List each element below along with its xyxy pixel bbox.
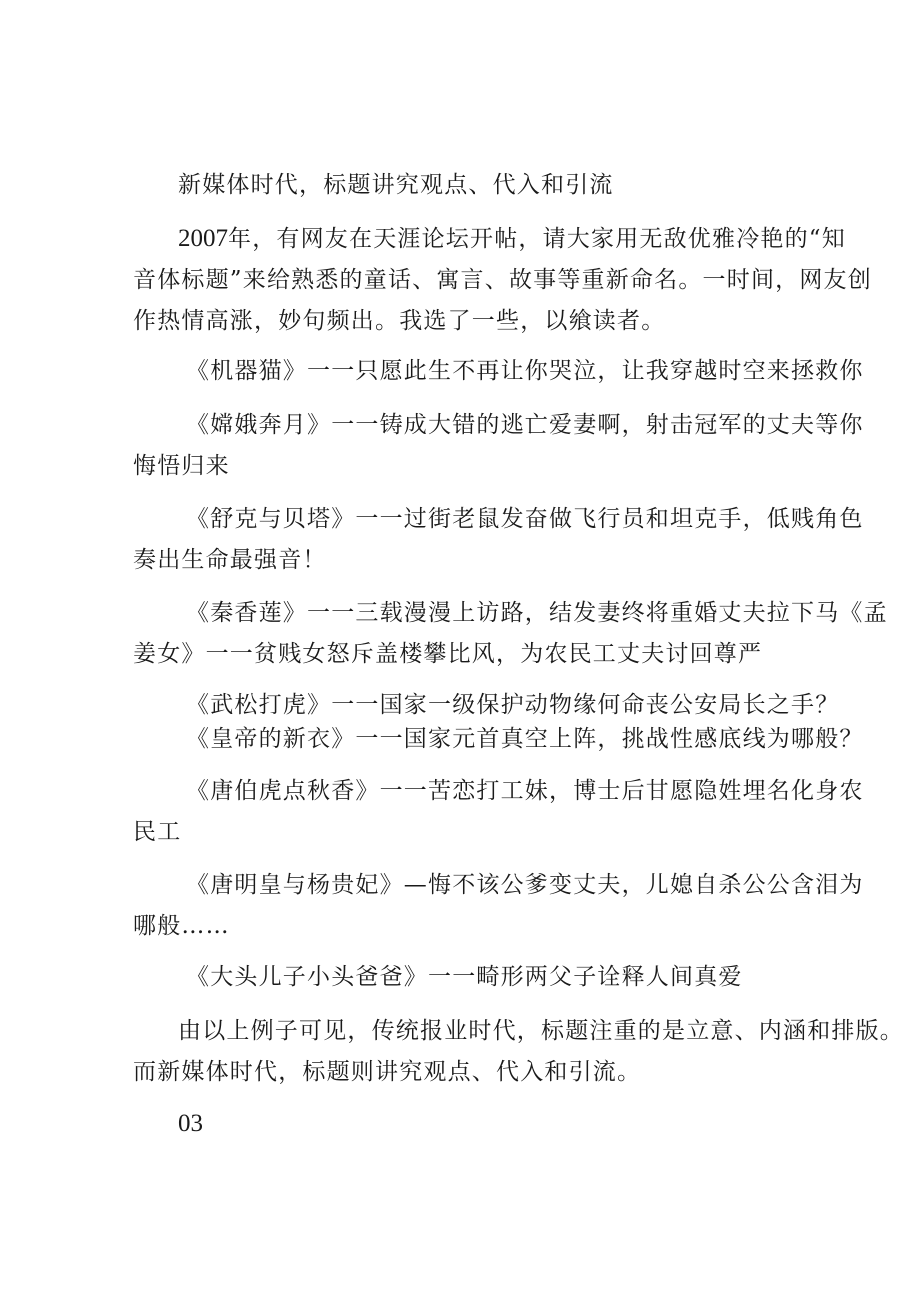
- example-line-continued: 悔悟归来: [133, 453, 230, 479]
- section-number: 03: [178, 1110, 203, 1137]
- example-line-continued: 哪般……: [133, 913, 230, 939]
- example-line: 《舒克与贝塔》一一过街老鼠发奋做飞行员和坦克手，低贱角色: [186, 506, 864, 532]
- conclusion-line-1: 由以上例子可见，传统报业时代，标题注重的是立意、内涵和排版。: [178, 1018, 904, 1044]
- example-line: 《唐伯虎点秋香》一一苦恋打工妹，博士后甘愿隐姓埋名化身农: [186, 778, 864, 804]
- intro-line-3: 作热情高涨，妙句频出。我选了一些，以飨读者。: [133, 308, 666, 334]
- intro-line-1: [178, 224, 846, 254]
- example-line-continued: 姜女》一一贫贱女怒斥盖楼攀比风，为农民工丈夫讨回尊严: [133, 641, 763, 667]
- year-number: 2007: [178, 225, 228, 252]
- conclusion-line-2: 而新媒体时代，标题则讲究观点、代入和引流。: [133, 1059, 642, 1085]
- example-line: 《武松打虎》一一国家一级保护动物缘何命丧公安局长之手？: [186, 692, 840, 718]
- example-line: 《皇帝的新衣》一一国家元首真空上阵，挑战性感底线为哪般？: [186, 726, 864, 752]
- example-line: 《唐明皇与杨贵妃》—悔不该公爹变丈夫，儿媳自杀公公含泪为: [186, 872, 864, 898]
- example-line-continued: 奏出生命最强音！: [133, 547, 327, 573]
- section-heading: 新媒体时代，标题讲究观点、代入和引流: [178, 172, 614, 198]
- example-line: 《嫦娥奔月》一一铸成大错的逃亡爱妻啊，射击冠军的丈夫等你: [186, 412, 864, 438]
- example-line: 《秦香莲》一一三载漫漫上访路，结发妻终将重婚丈夫拉下马《孟: [186, 600, 888, 626]
- example-line: 《机器猫》一一只愿此生不再让你哭泣，让我穿越时空来拯救你: [186, 358, 864, 384]
- example-line-continued: 民工: [133, 819, 182, 845]
- intro-line-1-text: 年，有网友在天涯论坛开帖，请大家用无敌优雅冷艳的“知: [228, 226, 846, 252]
- example-line: 《大头儿子小头爸爸》一一畸形两父子诠释人间真爱: [186, 964, 743, 990]
- intro-line-2: 音体标题”来给熟悉的童话、寓言、故事等重新命名。一时间，网友创: [133, 267, 872, 293]
